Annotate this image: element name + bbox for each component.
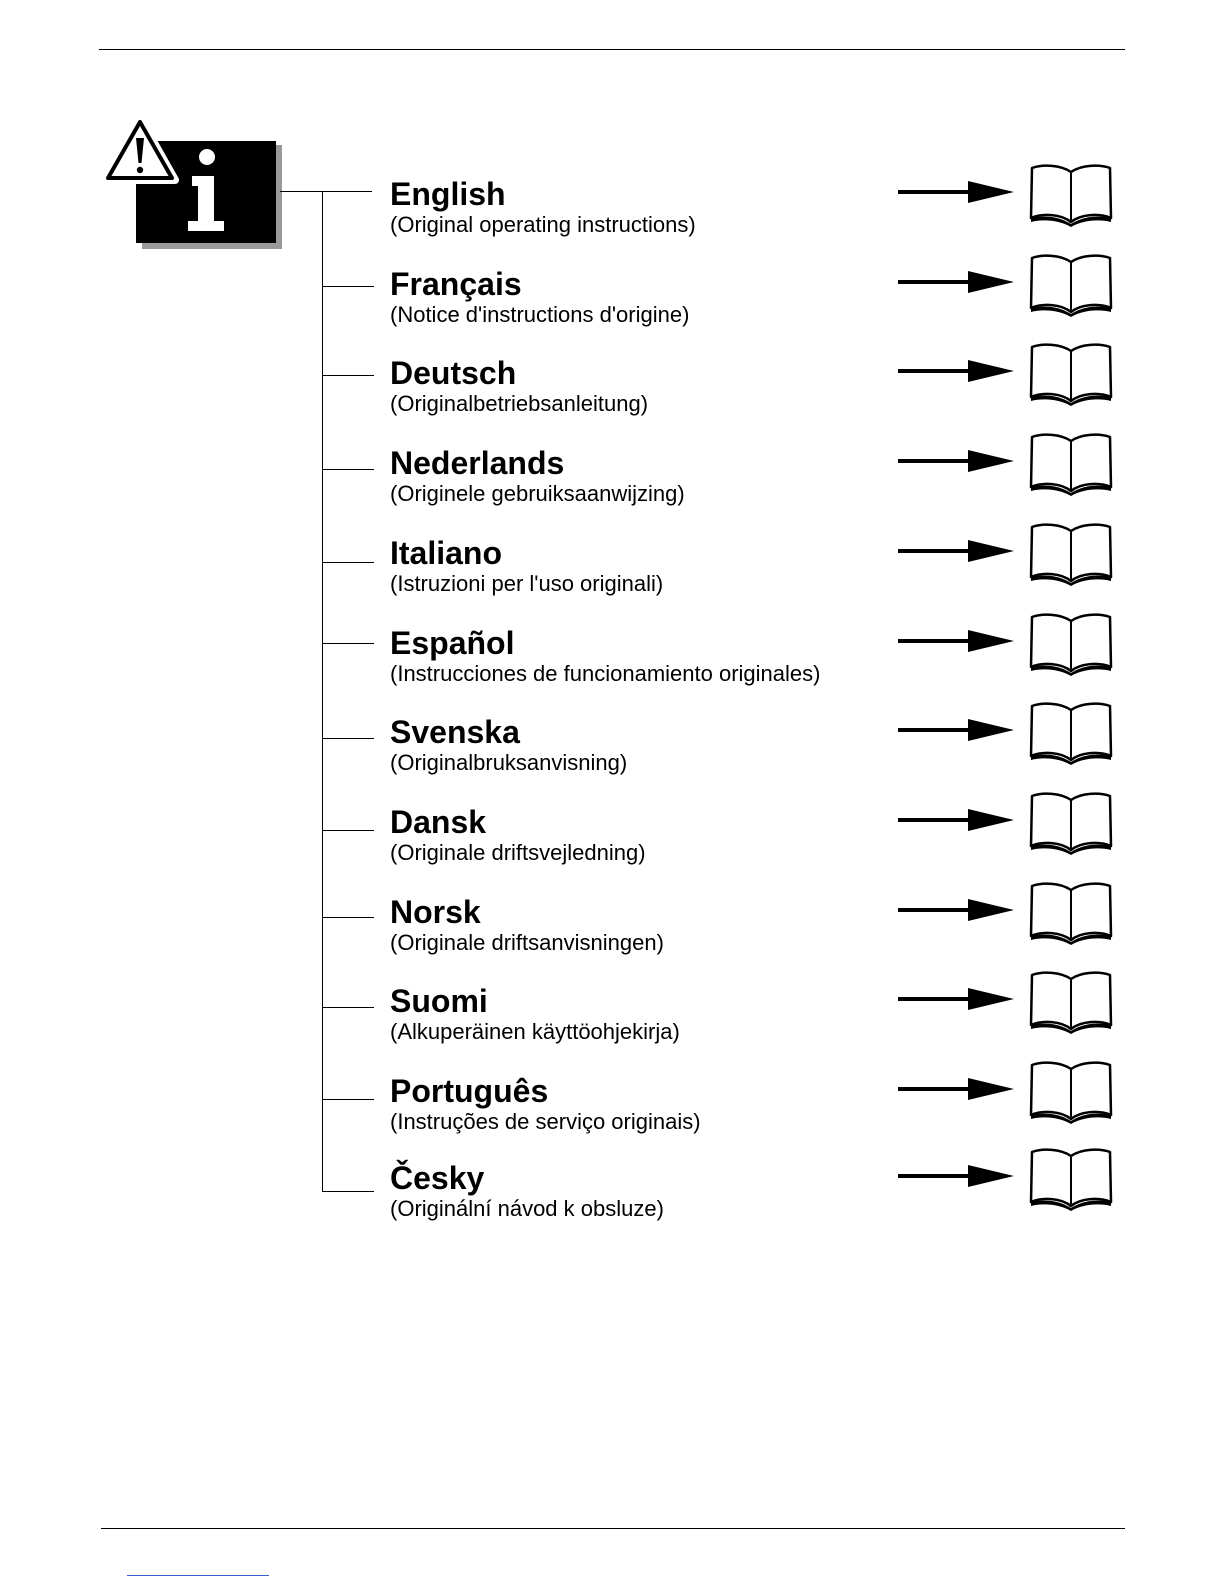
- open-book-icon: [1028, 1057, 1114, 1125]
- arrow-right-icon: [898, 808, 1014, 832]
- arrow-right-icon: [898, 1164, 1014, 1188]
- open-book-icon: [1028, 1144, 1114, 1212]
- language-subtitle: (Istruzioni per l'uso originali): [390, 571, 664, 596]
- open-book-icon: [1028, 788, 1114, 856]
- language-entry: [390, 714, 627, 776]
- language-subtitle: (Originální návod k obsluze): [390, 1196, 664, 1221]
- language-subtitle: (Originalbruksanvisning): [390, 750, 628, 775]
- tree-connector-branch: [322, 469, 374, 470]
- language-name: Česky: [390, 1160, 485, 1196]
- arrow-right-icon: [898, 270, 1014, 294]
- tree-connector-branch: [322, 1191, 374, 1192]
- open-book-icon: [1028, 429, 1114, 497]
- language-name: Français: [390, 266, 522, 302]
- language-name: Dansk: [390, 804, 487, 840]
- language-name: Deutsch: [390, 355, 517, 391]
- arrow-right-icon: [898, 1077, 1014, 1101]
- open-book-icon: [1028, 250, 1114, 318]
- language-entry: [390, 894, 664, 956]
- language-entry: [390, 266, 689, 328]
- tree-connector-branch: [322, 562, 374, 563]
- warning-info-icon: [104, 116, 290, 251]
- footer-rule: [101, 1528, 1125, 1529]
- language-subtitle: (Originale driftsvejledning): [390, 840, 646, 865]
- tree-connector-branch: [322, 1099, 374, 1100]
- tree-connector-branch: [322, 830, 374, 831]
- arrow-right-icon: [898, 987, 1014, 1011]
- tree-connector-branch: [322, 286, 374, 287]
- language-name: English: [390, 176, 506, 212]
- language-entry: [390, 176, 696, 238]
- open-book-icon: [1028, 878, 1114, 946]
- open-book-icon: [1028, 339, 1114, 407]
- language-subtitle: (Originele gebruiksaanwijzing): [390, 481, 685, 506]
- language-name: Svenska: [390, 714, 520, 750]
- language-subtitle: (Alkuperäinen käyttöohjekirja): [390, 1019, 680, 1044]
- arrow-right-icon: [898, 359, 1014, 383]
- language-entry: [390, 445, 685, 507]
- arrow-right-icon: [898, 629, 1014, 653]
- language-subtitle: (Instrucciones de funcionamiento originales): [390, 661, 821, 686]
- language-subtitle: (Original operating instructions): [390, 212, 696, 237]
- language-entry: [390, 355, 648, 417]
- language-subtitle: (Notice d'instructions d'origine): [390, 302, 690, 327]
- tree-connector-top: [280, 191, 372, 192]
- tree-connector-branch: [322, 1007, 374, 1008]
- language-subtitle: (Originale driftsanvisningen): [390, 930, 664, 955]
- arrow-right-icon: [898, 180, 1014, 204]
- open-book-icon: [1028, 609, 1114, 677]
- language-name: Español: [390, 625, 515, 661]
- open-book-icon: [1028, 967, 1114, 1035]
- language-name: Português: [390, 1073, 549, 1109]
- tree-connector-branch: [322, 643, 374, 644]
- tree-connector-branch: [322, 375, 374, 376]
- footer-link-underline[interactable]: [127, 1575, 269, 1576]
- language-name: Italiano: [390, 535, 503, 571]
- open-book-icon: [1028, 519, 1114, 587]
- tree-connector-branch: [322, 917, 374, 918]
- language-name: Nederlands: [390, 445, 565, 481]
- header-rule: [99, 49, 1125, 50]
- open-book-icon: [1028, 160, 1114, 228]
- language-entry: [390, 804, 646, 866]
- language-subtitle: (Originalbetriebsanleitung): [390, 391, 649, 416]
- language-entry: [390, 625, 820, 687]
- arrow-right-icon: [898, 718, 1014, 742]
- arrow-right-icon: [898, 898, 1014, 922]
- tree-connector-branch: [322, 738, 374, 739]
- tree-connector-trunk: [322, 191, 323, 1192]
- language-entry: [390, 1160, 664, 1222]
- language-entry: [390, 1073, 701, 1135]
- language-entry: [390, 983, 680, 1045]
- language-subtitle: (Instruções de serviço originais): [390, 1109, 701, 1134]
- arrow-right-icon: [898, 449, 1014, 473]
- language-name: Suomi: [390, 983, 488, 1019]
- open-book-icon: [1028, 698, 1114, 766]
- arrow-right-icon: [898, 539, 1014, 563]
- language-entry: [390, 535, 663, 597]
- language-name: Norsk: [390, 894, 481, 930]
